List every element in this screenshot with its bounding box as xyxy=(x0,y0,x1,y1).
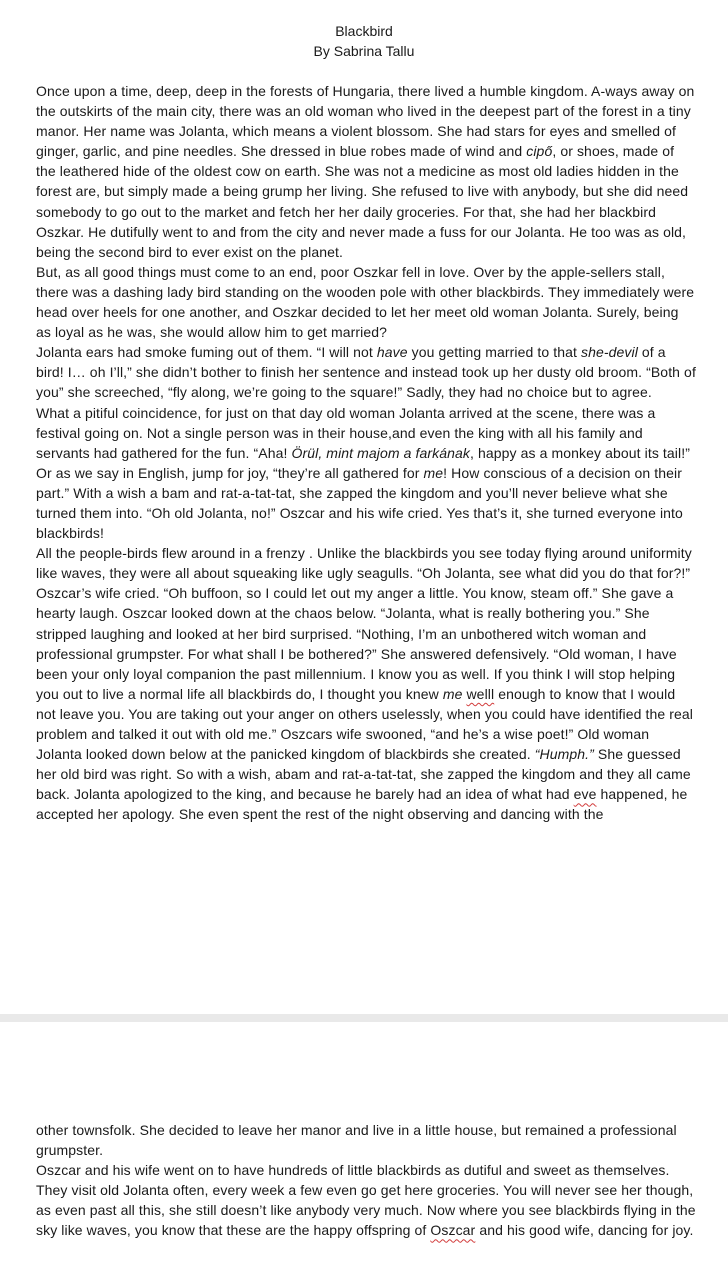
text-run: ! How conscious of a decision on their part.” With a wish a bam and rat-a-tat-tat, she zapped the kingdom and you’ll never believe what she turned them into. “Oh old Jolanta, no!” Oszcar and his wife cried. Yes that’s it, she turned everyone into blackbirds! xyxy=(36,464,683,542)
text-run: Oszcar and his wife went on to have hundreds of little blackbirds as dutiful and sweet as themselves. They visit old Jolanta often, every week a few even go get here groceries. You will never see her though, as even past all this, she still doesn’t like anybody very much. Now where you see blackbirds flying in the sky like waves, you know that these are the happy offspring of xyxy=(36,1162,696,1239)
text-run: happened, he accepted her apology. She even spent the rest of the night observing and dancing with the xyxy=(36,786,688,823)
paragraph xyxy=(36,262,696,342)
text-run: , or shoes, made of the leathered hide of the oldest cow on earth. She was not a medicine as most old ladies hidden in the forest are, but simply made a being grump her living. She refused to live with anybody, but she did need somebody to go out to the market and fetch her her daily groceries. For that, she had her blackbird Oszkar. He dutifully went to and from the city and never made a fuss for our Jolanta. He too was as old, being the second bird to ever exist on the planet. xyxy=(36,143,689,260)
paragraph xyxy=(36,81,696,262)
text-run: But, as all good things must come to an end, poor Oszkar fell in love. Over by the apple-sellers stall, there was a dashing lady bird standing on the wooden pole with other blackbirds. They immediately were head over heels for one another, and Oszkar decided to let her meet old woman Jolanta. Surely, being as loyal as he was, she would allow him to get married? xyxy=(36,263,695,341)
italic-text: me xyxy=(442,685,463,702)
text-run: other townsfolk. She decided to leave her manor and live in a little house, but remained a professional grumpster. xyxy=(36,1122,677,1159)
page-break-divider xyxy=(0,1014,728,1022)
text-run: enough to know that I would not leave you. You are taking out your anger on others uselessly, when you could have identified the real problem and talked it out with old me.” Oszcars wife swooned, “and he’s a wise poet!” Old woman Jolanta looked down below at the panicked kingdom of blackbirds she created. xyxy=(36,685,694,763)
spellcheck-underlined-word: welll xyxy=(466,685,495,702)
story-body-page-2 xyxy=(36,1120,696,1241)
document-page-2 xyxy=(0,1022,728,1280)
text-run: What a pitiful coincidence, for just on that day old woman Jolanta arrived at the scene, there was a festival going on. Not a single person was in their house,and even the king with all his family and servants had gathered for the fun. “Aha! xyxy=(36,404,656,461)
paragraph xyxy=(36,1120,696,1160)
italic-text: Örül, mint majom a farkának xyxy=(291,444,471,461)
story-title: Blackbird xyxy=(335,23,393,39)
paragraph xyxy=(36,342,696,402)
italic-text: she-devil xyxy=(580,344,638,361)
italic-text: me xyxy=(423,464,444,481)
text-run: , happy as a monkey about its tail!” Or as we say in English, jump for joy, “they’re all gathered for xyxy=(36,444,690,481)
text-run: and his good wife, dancing for joy. xyxy=(475,1222,694,1239)
story-author: By Sabrina Tallu xyxy=(313,43,415,59)
spellcheck-underlined-word: Oszcar xyxy=(430,1222,476,1239)
italic-text: “Humph.” xyxy=(534,746,594,763)
text-run: of a bird! I… oh I’ll,” she didn’t bother to finish her sentence and instead took up her dusty old broom. “Both of you” she screeched, “fly along, we’re going to the square!” Sadly, they had no choice but to agree. xyxy=(36,344,696,401)
paragraph xyxy=(36,543,696,824)
text-run: you getting married to that xyxy=(407,344,581,361)
italic-text: cipő xyxy=(526,143,553,160)
text-run: She guessed her old bird was right. So with a wish, abam and rat-a-tat-tat, she zapped the kingdom and they all came back. Jolanta apologized to the king, and because he barely had an idea of what had xyxy=(36,746,691,803)
story-body-page-1 xyxy=(36,81,696,824)
paragraph xyxy=(36,1160,696,1240)
text-run: Once upon a time, deep, deep in the forests of Hungaria, there lived a humble kingdom. A-ways away on the outskirts of the main city, there was an old woman who lived in the deepest part of the forest in a tiny manor. Her name was Jolanta, which means a violent blossom. She had stars for eyes and smelled of ginger, garlic, and pine needles. She dressed in blue robes made of wind and xyxy=(36,83,695,160)
text-run: All the people-birds flew around in a frenzy . Unlike the blackbirds you see today flying around uniformity like waves, they were all about squeaking like ugly seagulls. “Oh Jolanta, see what did you do that for?!” Oszcar’s wife cried. “Oh buffoon, so I could let out my anger a little. You know, steam off.” She gave a hearty laugh. Oszcar looked down at the chaos below. “Jolanta, what is really bothering you.” She stripped laughing and looked at her bird surprised. “Nothing, I’m an unbothered witch woman and professional grumpster. For what shall I be bothered?” She answered defensively. “Old woman, I have been your only loyal companion the past millennium. I know you as well. If you think I will stop helping you out to live a normal life all blackbirds do, I thought you knew xyxy=(36,545,692,702)
text-run: Jolanta ears had smoke fuming out of them. “I will not xyxy=(36,344,377,361)
spellcheck-underlined-word: eve xyxy=(573,786,597,803)
paragraph xyxy=(36,403,696,544)
italic-text: have xyxy=(376,344,408,361)
